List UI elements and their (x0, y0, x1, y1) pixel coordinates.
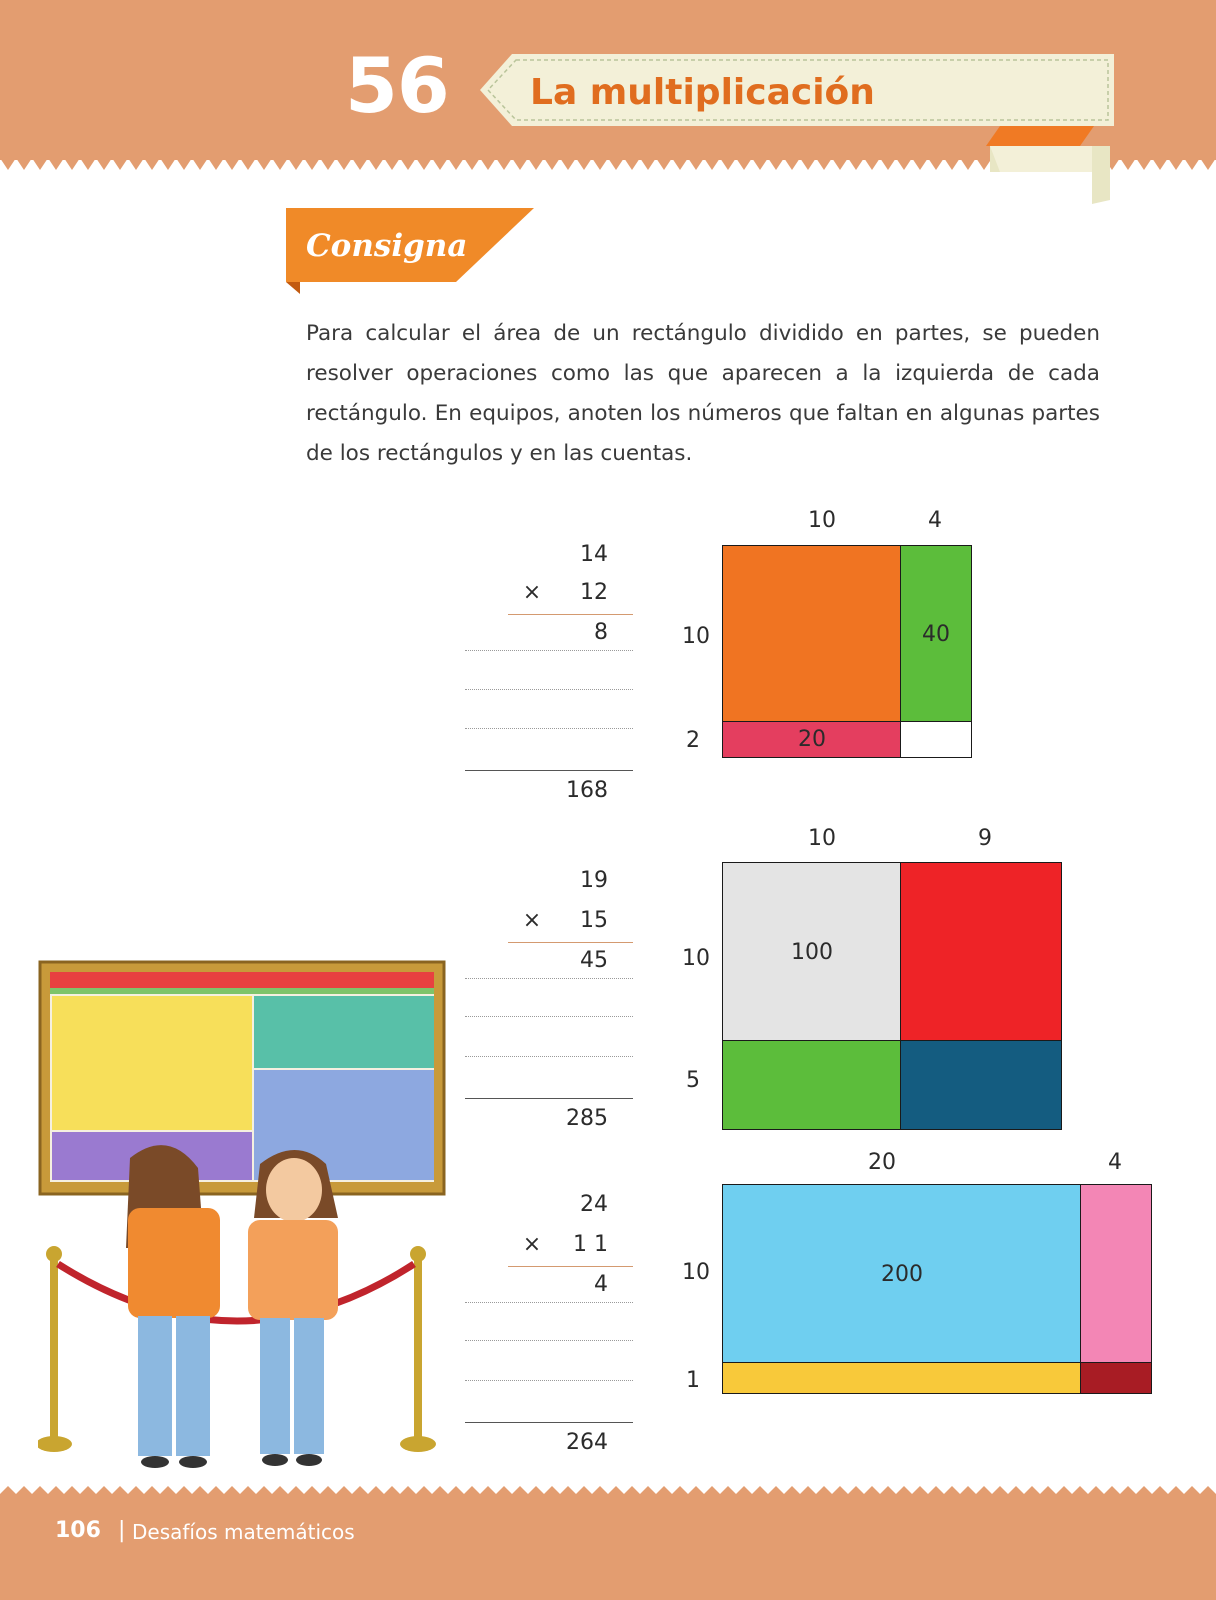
instructions-paragraph: Para calcular el área de un rectángulo dividido en partes, se pueden resolver operaciones como las que aparecen a la izquierda de cada rectángulo. En equipos, anoten los números que faltan en algunas partes de los rectángulos y en las cuentas. (306, 321, 1100, 466)
rectangle-part[interactable] (900, 862, 1062, 1042)
lesson-title: La multiplicación (530, 72, 875, 113)
side-dimension-label: 5 (686, 1068, 700, 1093)
top-dimension-label: 10 (808, 826, 836, 851)
footer-band (0, 1500, 1216, 1600)
rectangle-part[interactable] (900, 721, 972, 758)
result: 285 (566, 1106, 608, 1131)
multiplicand: 14 (580, 542, 608, 567)
operator-times: × (522, 908, 542, 933)
footer-zigzag (0, 1486, 1216, 1502)
multiplicand: 24 (580, 1192, 608, 1217)
multiplication-line (508, 614, 633, 615)
rectangle-part[interactable] (722, 1362, 1082, 1394)
top-dimension-label: 9 (978, 826, 992, 851)
top-dimension-label: 10 (808, 508, 836, 533)
footer-separator: | (118, 1518, 126, 1543)
rectangle-part[interactable] (722, 862, 902, 1042)
rectangle-part[interactable] (900, 1040, 1062, 1130)
part-area: 200 (881, 1261, 923, 1287)
sum-line (465, 1422, 633, 1423)
top-dimension-label: 4 (1108, 1150, 1122, 1175)
part-area: 100 (791, 939, 833, 965)
rectangle-part[interactable] (900, 545, 972, 723)
page-number: 106 (55, 1518, 101, 1543)
answer-line[interactable] (465, 978, 633, 979)
answer-line[interactable] (465, 1340, 633, 1341)
answer-line[interactable] (465, 1302, 633, 1303)
answer-line[interactable] (465, 689, 633, 690)
lesson-number: 56 (345, 41, 449, 130)
side-dimension-label: 10 (682, 624, 710, 649)
rectangle-part[interactable] (722, 545, 902, 723)
multiplier: 15 (580, 908, 608, 933)
side-dimension-label: 1 (686, 1368, 700, 1393)
first-partial-product: 45 (580, 948, 608, 973)
answer-line[interactable] (465, 1380, 633, 1381)
two-children-looking-at-painting-icon (38, 958, 458, 1498)
answer-line[interactable] (465, 1056, 633, 1057)
rectangle-part[interactable] (1080, 1184, 1152, 1364)
sum-line (465, 770, 633, 771)
consigna-label: Consigna (306, 228, 468, 264)
side-dimension-label: 10 (682, 946, 710, 971)
part-area: 40 (922, 621, 950, 647)
multiplier: 1 1 (573, 1232, 608, 1257)
multiplication-line (508, 942, 633, 943)
side-dimension-label: 10 (682, 1260, 710, 1285)
rectangle-part[interactable] (722, 721, 902, 758)
rectangle-part[interactable] (1080, 1362, 1152, 1394)
answer-line[interactable] (465, 728, 633, 729)
multiplication-line (508, 1266, 633, 1267)
part-area: 20 (798, 727, 826, 752)
rectangle-part[interactable] (722, 1184, 1082, 1364)
rectangle-part[interactable] (722, 1040, 902, 1130)
first-partial-product: 4 (594, 1272, 608, 1297)
operator-times: × (522, 1232, 542, 1257)
multiplicand: 19 (580, 868, 608, 893)
operator-times: × (522, 580, 542, 605)
first-partial-product: 8 (594, 620, 608, 645)
answer-line[interactable] (465, 1016, 633, 1017)
sum-line (465, 1098, 633, 1099)
top-dimension-label: 20 (868, 1150, 896, 1175)
multiplier: 12 (580, 580, 608, 605)
result: 168 (566, 778, 608, 803)
book-title: Desafíos matemáticos (132, 1520, 355, 1544)
side-dimension-label: 2 (686, 728, 700, 753)
result: 264 (566, 1430, 608, 1455)
top-dimension-label: 4 (928, 508, 942, 533)
answer-line[interactable] (465, 650, 633, 651)
